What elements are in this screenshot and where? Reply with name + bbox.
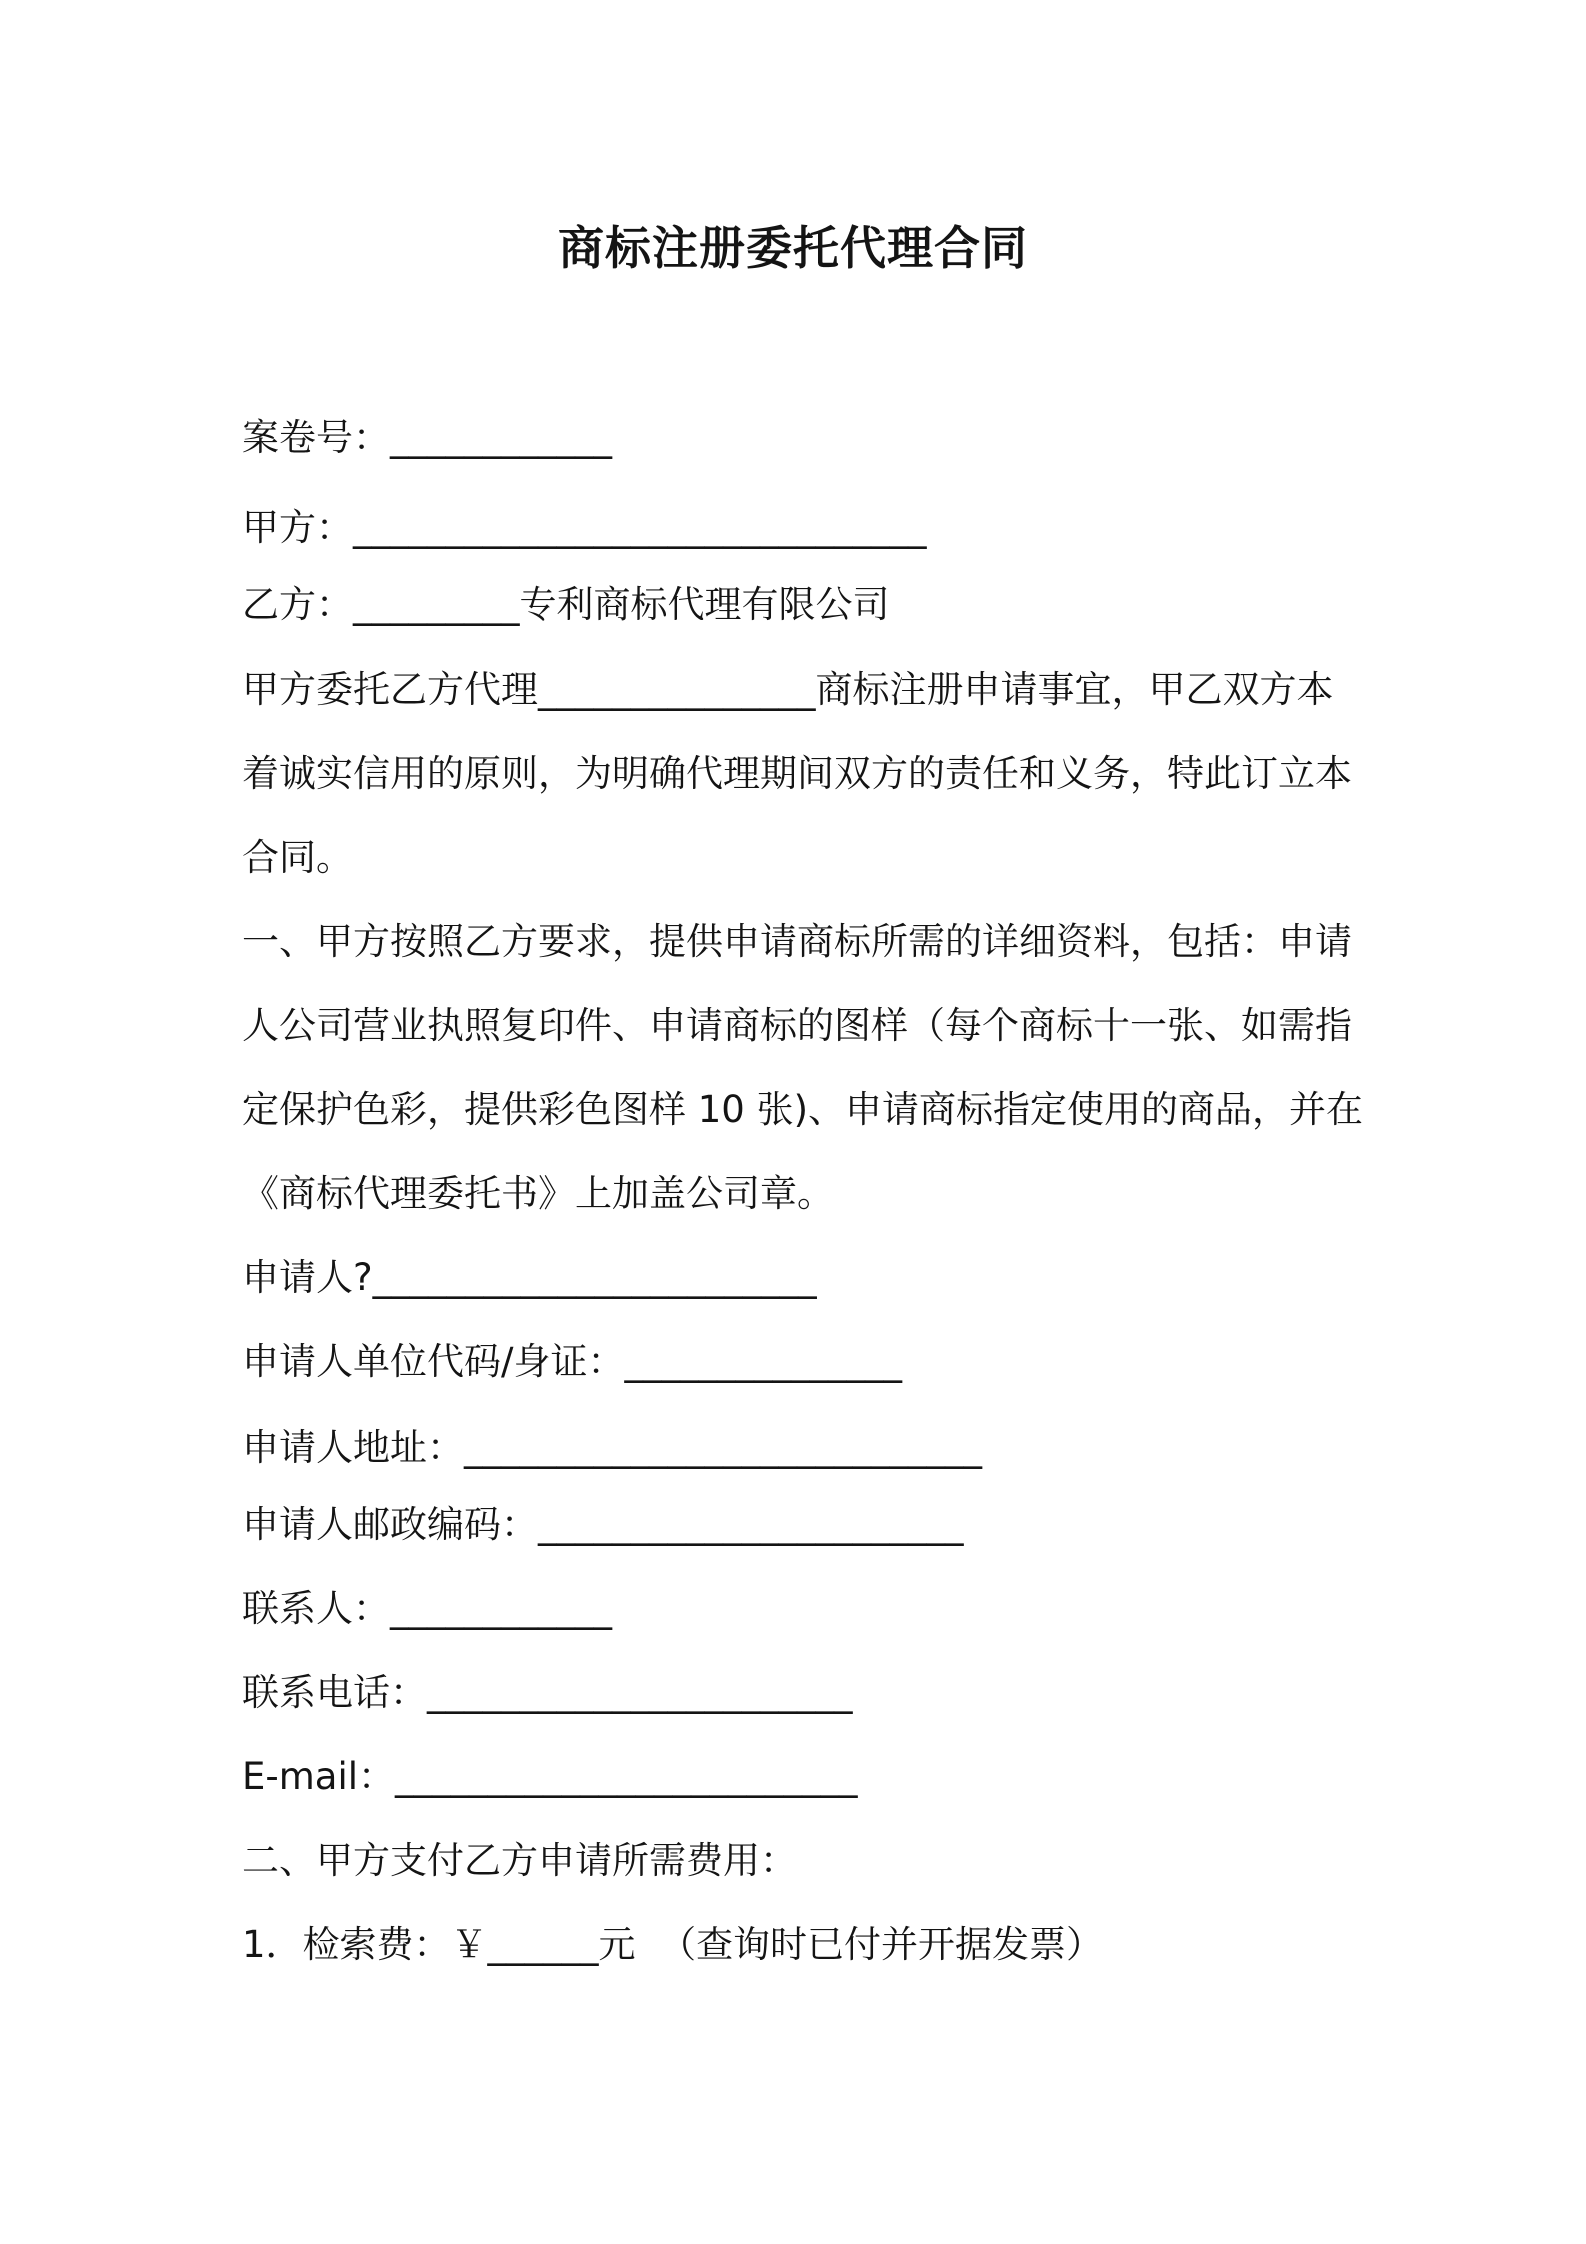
paragraph-line: 合同。	[242, 836, 353, 879]
search-fee-line: 1．检索费：￥______元 （查询时已付并开据发票）	[242, 1923, 1104, 1966]
party-a-line: 甲方：_______________________________	[242, 506, 927, 549]
email-line: E-mail：_________________________	[242, 1755, 858, 1798]
paragraph-line: 甲方委托乙方代理_______________商标注册申请事宜，甲乙双方本	[242, 668, 1334, 711]
clause-1-line: 《商标代理委托书》上加盖公司章。	[242, 1172, 834, 1215]
applicant-line: 申请人?________________________	[242, 1256, 817, 1299]
applicant-code-line: 申请人单位代码/身证：_______________	[242, 1340, 902, 1383]
applicant-address-line: 申请人地址：____________________________	[242, 1426, 982, 1469]
clause-1-line: 定保护色彩，提供彩色图样 10 张)、申请商标指定使用的商品，并在	[242, 1088, 1364, 1131]
clause-1-line: 人公司营业执照复印件、申请商标的图样（每个商标十一张、如需指	[242, 1004, 1352, 1047]
contact-phone-line: 联系电话：_______________________	[242, 1671, 853, 1714]
case-number-line: 案卷号：____________	[242, 416, 612, 459]
contact-person-line: 联系人：____________	[242, 1587, 612, 1630]
document-title: 商标注册委托代理合同	[558, 221, 1028, 275]
clause-1-line: 一、甲方按照乙方要求，提供申请商标所需的详细资料，包括：申请	[242, 920, 1352, 963]
paragraph-line: 着诚实信用的原则，为明确代理期间双方的责任和义务，特此订立本	[242, 752, 1352, 795]
party-b-line: 乙方：_________专利商标代理有限公司	[242, 583, 890, 626]
clause-2-line: 二、甲方支付乙方申请所需费用：	[242, 1839, 797, 1882]
applicant-postcode-line: 申请人邮政编码：_______________________	[242, 1503, 964, 1546]
